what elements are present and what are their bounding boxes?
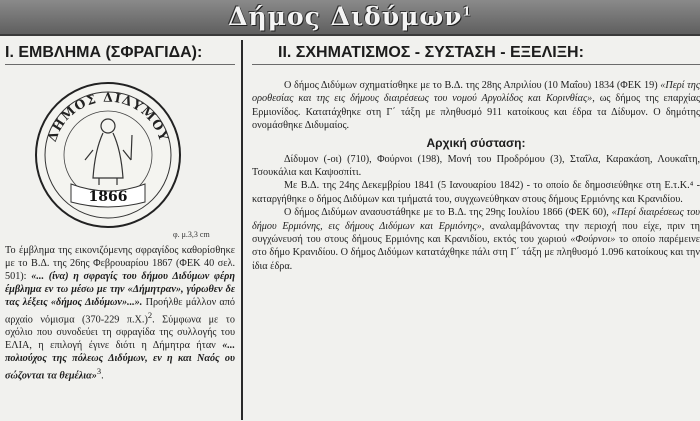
emblem-column	[5, 44, 236, 382]
abolition-1841-text: Με Β.Δ. της 24ης Δεκεμβρίου 1841 (5 Ιανουαρίου 1842) - το οποίο δε δημοσιεύθηκε στη Ε.τ.Κ.⁴ - καταργήθηκε ο δήμος Διδύμων και τμήματά του, συγχωνεύθηκαν στους δήμους Ερμιόνης και Κρανιδίου.	[252, 180, 700, 205]
decree-title: «Περί διαιρέσεως του δήμου Ερμιόνης, εις δήμους Διδύμων και Ερμιόνης»	[252, 207, 700, 232]
footnote-ref: 2	[147, 310, 153, 320]
page-banner	[0, 0, 700, 36]
seal-caption: φ. μ.3,3 cm	[173, 230, 210, 239]
elia-quote: «... πολιούχος της πόλεως Διδύμων, εν η και Ναός ου σώζονται τα θεμέλια»	[5, 340, 235, 382]
page-title: Δήμος Διδύμων$^1$	[228, 2, 472, 31]
formation-column	[252, 44, 700, 273]
svg-text:ΔΗΜΟΣ ΔΙΔΥΜΟΥ: ΔΗΜΟΣ ΔΙΔΥΜΟΥ	[44, 89, 172, 144]
municipal-seal-image	[33, 80, 183, 230]
initial-composition-heading: Αρχική σύσταση:	[426, 135, 526, 150]
reestablishment-1866-text: Ο δήμος Διδύμων ανασυστάθηκε με το Β.Δ. της 29ης Ιουλίου 1866 (ΦΕΚ 60), «Περί διαιρέσεως του δήμου Ερμιόνης, εις δήμους Διδύμων και Ερμιόνης», αναλαμβάνοντας την περιοχή που είχε, πριν τη συγχώνευσή του στους δήμους Ερμιόνης και Κρανιδίου, εκτός του χωριού «Φούρνοι» το οποίο παρέμεινε στο δήμο Κρανιδίου. Ο δήμος Διδύμων κατατάχθηκε πάλι στη Γ΄ τάξη με πληθυσμό 1.096 κατοίκους και την ίδια έδρα.	[252, 207, 700, 272]
column-divider	[241, 40, 243, 420]
emblem-heading: Ι. ΕΜΒΛΗΜΑ (ΣΦΡΑΓΙΔΑ):	[5, 44, 235, 65]
decree-title: «Περί της οροθεσίας και της εις δήμους διαιρέσεως του νομού Αργολίδος και Κορινθίας»	[252, 80, 700, 105]
formation-intro: Ο δήμος Διδύμων σχηματίσθηκε με το Β.Δ. της 28ης Απριλίου (10 Μαΐου) 1834 (ΦΕΚ 19) «Περί της οροθεσίας και της εις δήμους διαιρέσεως του νομού Αργολίδος και Κορινθίας», ως δήμος της επαρχίας Ερμιονίδος. Κατατάχθηκε στη Γ΄ τάξη με πληθυσμό 911 κατοίκους και έδρα τα Δίδυμον. Ο δημότης ονομάσθηκε Διδυμαίος.	[252, 80, 700, 132]
seal-year: 1866	[88, 189, 128, 205]
emblem-description: Το έμβλημα της εικονιζόμενης σφραγίδος καθορίσθηκε με το Β.Δ. της 26ης Φεβρουαρίου 1867 (ΦΕΚ 40 σελ. 501): «... (ίνα) η σφραγίς του δήμου Διδύμων φέρη έμβλημα εν τω μέσω με την «Δήμητραν», γύρωθεν δε τας λέξεις «δήμος Διδύμων»...». Προήλθε μάλλον από αρχαίο νόμισμα (370-229 π.Χ.)$^2$. Σύμφωνα με το σχόλιο που συνοδεύει τη σφραγίδα της συλλογής του ΕΛΙΑ, η επιλογή έγινε διότι η Δήμητρα ήταν «... πολιούχος της πόλεως Διδύμων, εν η και Ναός ου σώζονται τα θεμέλια»$^3$.	[5, 245, 236, 382]
footnote-ref: 3	[96, 366, 102, 377]
formation-heading: ΙΙ. ΣΧΗΜΑΤΙΣΜΟΣ - ΣΥΣΤΑΣΗ - ΕΞΕΛΙΞΗ:	[252, 44, 700, 65]
decree-quote: «... (ίνα) η σφραγίς του δήμου Διδύμων φέρη έμβλημα εν τω μέσω με την «Δήμητραν», γύρωθεν δε τας λέξεις «δήμος Διδύμων»...».	[5, 271, 236, 308]
footnote-marker: 1	[462, 4, 472, 19]
initial-composition-text: Δίδυμον (-οι) (710), Φούρνοι (198), Μονή του Προδρόμου (3), Σταΐλα, Καρακάση, Λουκαΐτη, Τσουκάλια και Καψοσπίτι.	[252, 153, 700, 179]
village-name: «Φούρνοι»	[570, 234, 616, 246]
